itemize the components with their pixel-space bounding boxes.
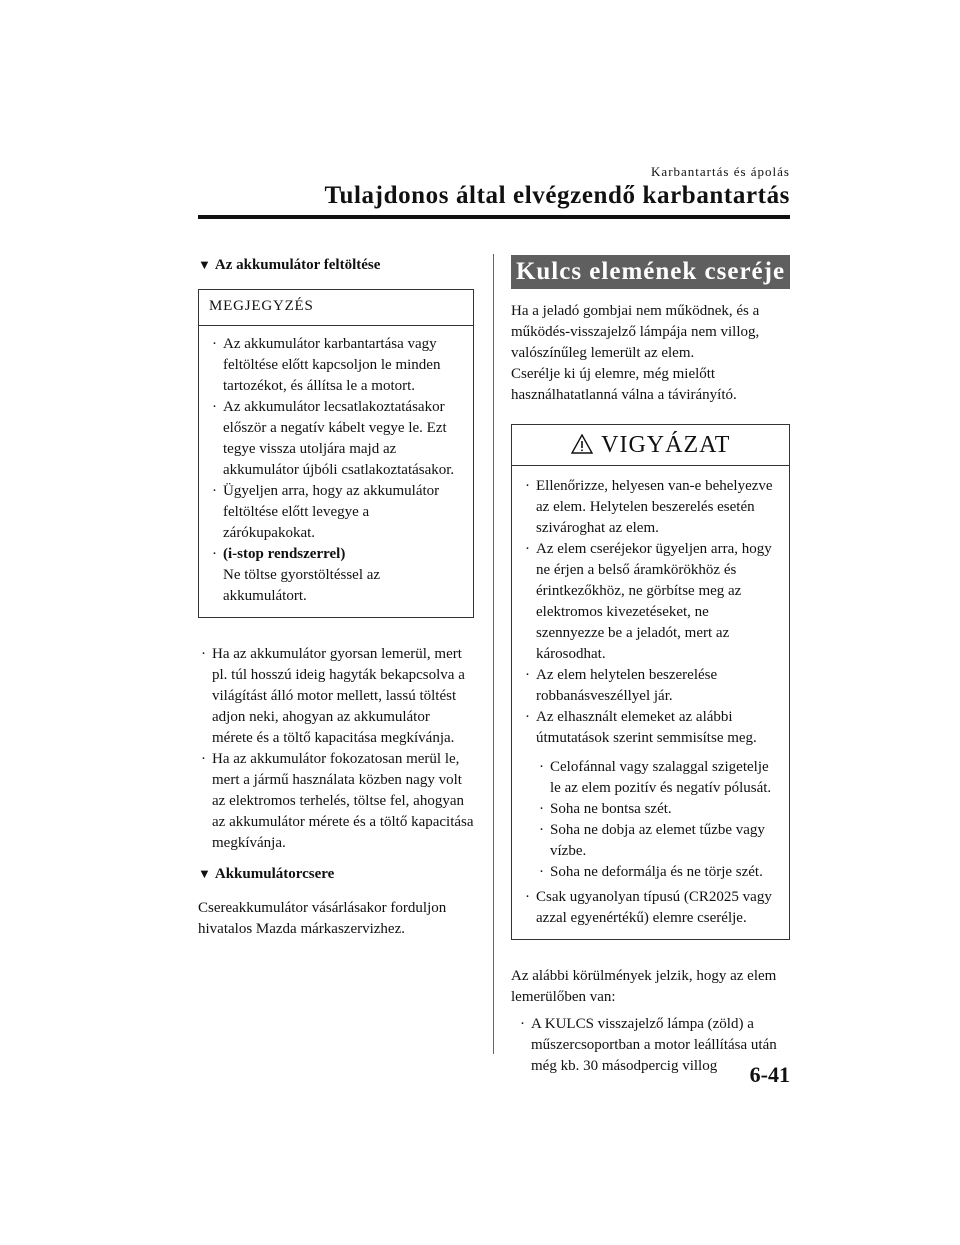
istop-text: Ne töltse gyorstöltéssel az akkumulátort.: [223, 567, 381, 604]
caution-item: · Az elhasznált elemeket az alábbi útmutatások szerint semmisítse meg.: [525, 709, 757, 746]
caution-item: · Az elem helytelen beszerelése robbanásveszéllyel jár.: [525, 667, 718, 704]
note-item: · Az akkumulátor lecsatlakoztatásakor először a negatív kábelt vegye le. Ezt tegye vissza utoljára majd az akkumulátor újbóli csatlakoztatásakor.: [212, 399, 455, 478]
caution-box: [511, 424, 790, 940]
warning-triangle-icon: [571, 432, 602, 458]
caution-list: [522, 476, 779, 749]
subheading-charging: [198, 255, 474, 275]
triangle-down-icon: ▼: [198, 257, 211, 272]
chapter-title: Tulajdonos által elvégzendő karbantartás: [324, 182, 790, 209]
triangle-down-icon: ▼: [198, 866, 211, 881]
note-item: · Ügyeljen arra, hogy az akkumulátor feltöltése előtt levegye a zárókupakokat.: [212, 483, 440, 541]
bullet-dot-icon: ·: [212, 399, 217, 415]
bullet-dot-icon: ·: [539, 864, 544, 880]
column-divider: [493, 254, 494, 1054]
bullet-dot-icon: ·: [212, 483, 217, 499]
intro-paragraph-1: Ha a jeladó gombjai nem működnek, és a működés-visszajelző lámpája nem villog, valószínűleg lemerült az elem.: [511, 303, 760, 361]
subheading-replacement-text: Akkumulátorcsere: [214, 866, 335, 882]
bullet-dot-icon: ·: [520, 1016, 525, 1032]
charging-list: [198, 644, 474, 854]
bullet-dot-icon: ·: [525, 541, 530, 557]
caution-header: [522, 425, 779, 465]
page-number: 6-41: [749, 1062, 790, 1087]
bullet-dot-icon: ·: [201, 646, 206, 662]
list-item: · A KULCS visszajelző lámpa (zöld) a műszercsoportban a motor leállítása után még kb. 30 másodpercig villog: [520, 1016, 777, 1074]
caution-subitem: · Soha ne bontsa szét.: [536, 799, 779, 820]
caution-title: VIGYÁZAT: [601, 432, 731, 458]
header-rule: [198, 215, 790, 219]
outro-paragraph: Az alábbi körülmények jelzik, hogy az elem lemerülőben van:: [511, 968, 777, 1005]
caution-subitem: · Celofánnal vagy szalaggal szigetelje le az elem pozitív és negatív pólusát.: [539, 759, 772, 796]
note-item-istop: [209, 544, 463, 607]
caution-subitem: · Soha ne dobja az elemet tűzbe vagy vízbe.: [539, 822, 765, 859]
bullet-dot-icon: ·: [525, 667, 530, 683]
section-banner: Kulcs elemének cseréje: [511, 255, 790, 289]
note-title: MEGJEGYZÉS: [209, 298, 314, 314]
list-item: · Ha az akkumulátor gyorsan lemerül, mert pl. túl hosszú ideig hagyták bekapcsolva a világítást álló motor mellett, lassú töltést adjon neki, ahogyan az akkumulátor mérete és a töltő kapacitása megkívánja.: [201, 646, 465, 746]
replacement-paragraph: Csereakkumulátor vásárlásakor forduljon hivatalos Mazda márkaszervizhez.: [198, 900, 447, 937]
bullet-dot-icon: ·: [539, 759, 544, 775]
bullet-dot-icon: ·: [525, 709, 530, 725]
note-item: · Az akkumulátor karbantartása vagy feltöltése előtt kapcsoljon le minden tartozékot, és állítsa le a motort.: [212, 336, 441, 394]
caution-item: · Ellenőrizze, helyesen van-e behelyezve az elem. Helytelen beszerelés esetén szivároghat az elem.: [525, 478, 773, 536]
right-column: [511, 255, 790, 1077]
bullet-dot-icon: ·: [539, 822, 544, 838]
subheading-replacement: [198, 864, 474, 884]
istop-label: (i-stop rendszerrel): [223, 546, 346, 562]
bullet-dot-icon: ·: [212, 336, 217, 352]
list-item: · Ha az akkumulátor fokozatosan merül le, mert a jármű használata közben nagy volt az elektromos terhelés, töltse fel, ahogyan az akkumulátor mérete és a töltő kapacitása megkívánja.: [201, 751, 474, 851]
caution-item: · Az elem cseréjekor ügyeljen arra, hogy ne érjen a belső áramkörökhöz és érintkezőkhöz, ne görbítse meg az elektromos kivezetéseket, ne szennyezze be a jeladót, mert az károsodhat.: [525, 541, 772, 662]
intro-paragraph-2: Cserélje ki új elemre, még mielőtt használhatatlanná válna a távirányító.: [511, 366, 737, 403]
note-list: [209, 334, 463, 607]
subheading-charging-text: Az akkumulátor feltöltése: [214, 257, 381, 273]
section-title: Karbantartás és ápolás: [651, 164, 790, 179]
caution-sublist: [522, 757, 779, 883]
caution-rule: [512, 465, 789, 466]
bullet-dot-icon: ·: [539, 801, 544, 817]
caution-list-end: [522, 887, 779, 929]
left-column: [198, 255, 474, 940]
caution-subitem: · Soha ne deformálja és ne törje szét.: [536, 862, 779, 883]
caution-item: · Csak ugyanolyan típusú (CR2025 vagy azzal egyenértékű) elemre cserélje.: [525, 889, 772, 926]
bullet-dot-icon: ·: [201, 751, 206, 767]
note-rule: [199, 325, 473, 326]
bullet-dot-icon: ·: [212, 546, 217, 562]
bullet-dot-icon: ·: [525, 478, 530, 494]
bullet-dot-icon: ·: [525, 889, 530, 905]
note-box: [198, 289, 474, 618]
